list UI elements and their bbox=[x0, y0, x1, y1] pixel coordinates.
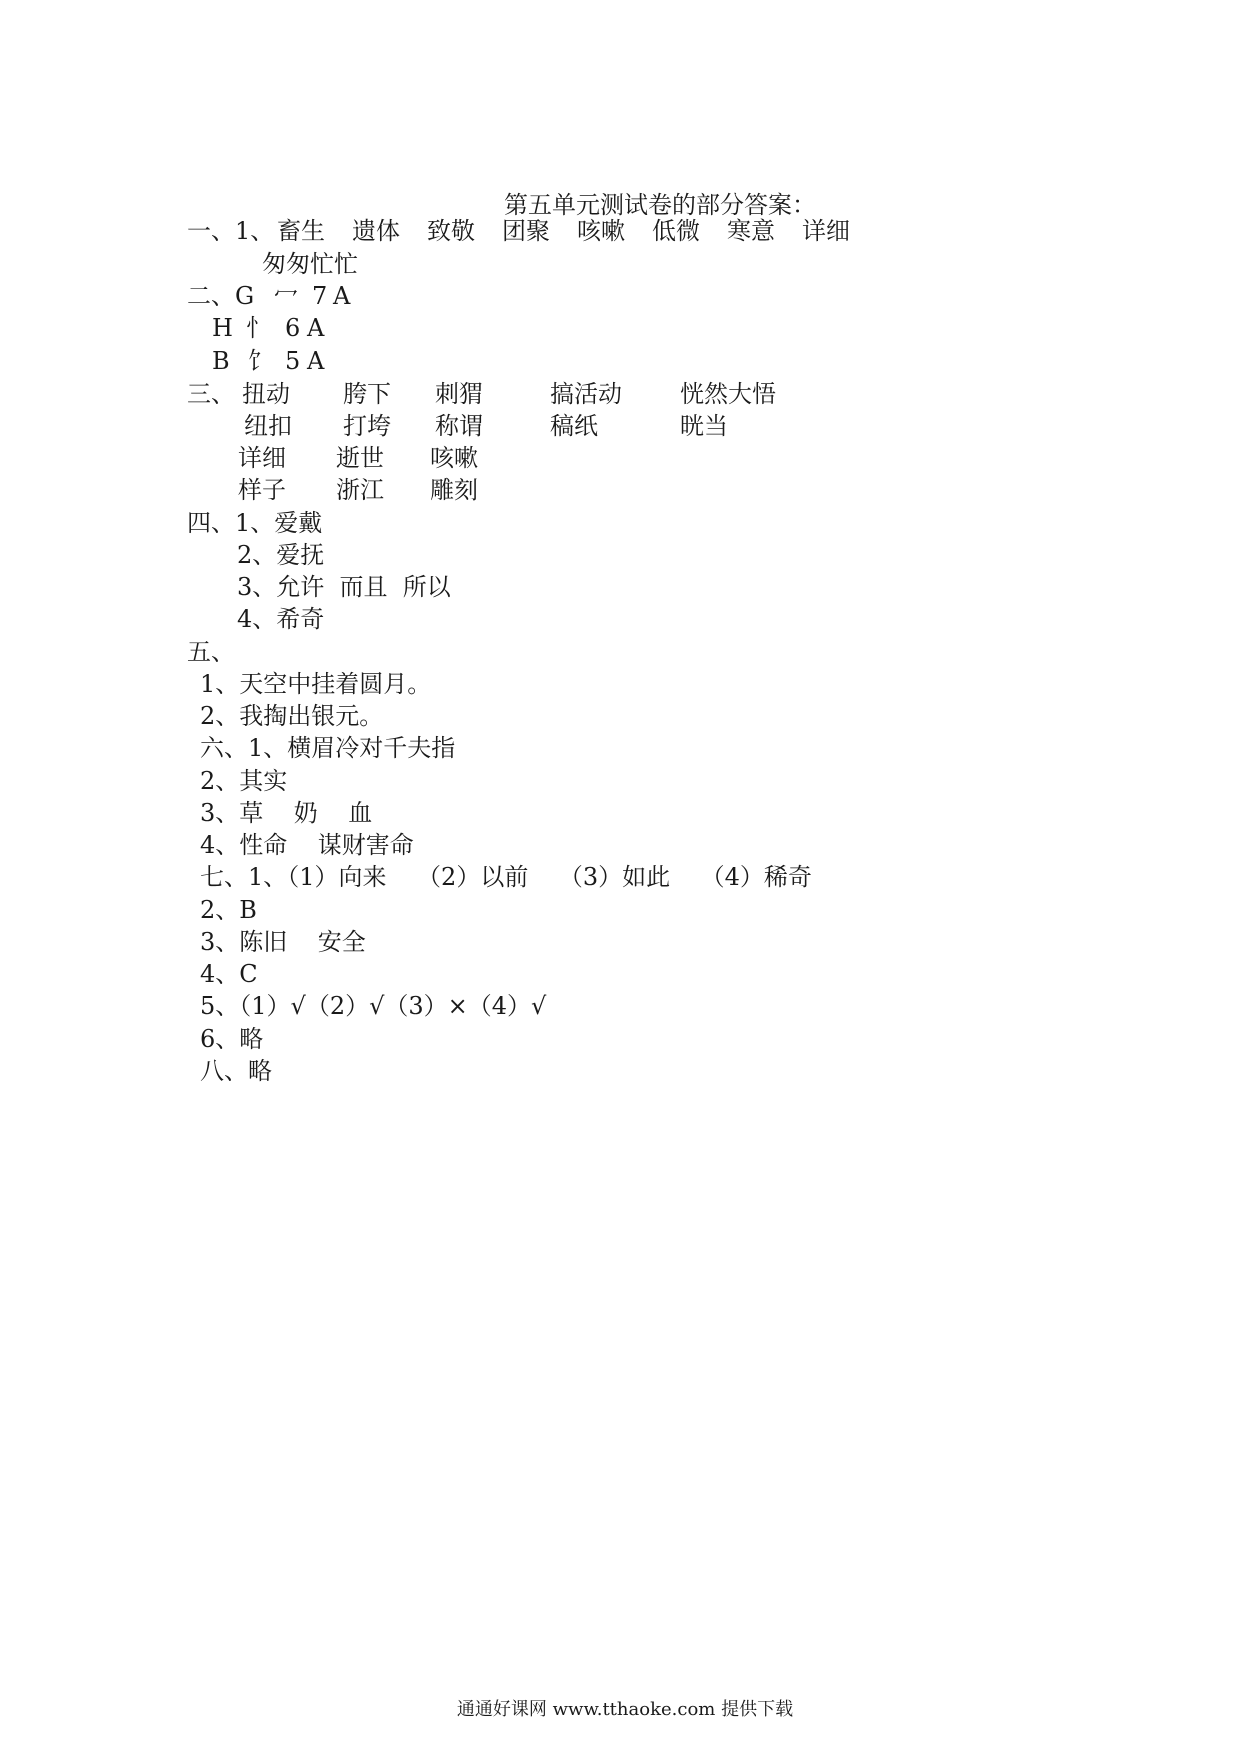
section-4-line: 3、允许 而且 所以 bbox=[237, 573, 451, 601]
radical: 忄 bbox=[246, 314, 270, 342]
section-5-line: 2、我掏出银元。 bbox=[200, 702, 384, 730]
answer-word: 浙江 bbox=[336, 476, 384, 504]
answer-word: 称谓 bbox=[435, 412, 483, 440]
section-4-line: 四、1、爱戴 bbox=[187, 509, 323, 537]
section-1-continuation: 匆匆忙忙 bbox=[262, 250, 358, 278]
section-7-line: 2、B bbox=[200, 896, 257, 924]
section-8-line: 八、略 bbox=[200, 1057, 272, 1085]
stroke-count: 7 bbox=[312, 282, 328, 310]
section-6-line: 4、性命 谋财害命 bbox=[200, 831, 414, 859]
section-6-line: 3、草 奶 血 bbox=[200, 799, 373, 827]
answer-word: 晄当 bbox=[680, 412, 728, 440]
section-5-line: 1、天空中挂着圆月。 bbox=[200, 670, 432, 698]
answer-word: 恍然大悟 bbox=[680, 380, 776, 408]
answer-word: 详细 bbox=[802, 217, 850, 245]
answer-word: 咳嗽 bbox=[577, 217, 625, 245]
answer-word: 搞活动 bbox=[550, 380, 622, 408]
section-6-line: 2、其实 bbox=[200, 767, 288, 795]
radical: 饣 bbox=[248, 347, 272, 375]
answer-choice: A bbox=[307, 347, 325, 375]
answer-word: 低微 bbox=[652, 217, 700, 245]
answer-word: 胯下 bbox=[343, 380, 391, 408]
section-3-label: 三、 bbox=[187, 380, 235, 408]
section-2-letter: 二、G bbox=[187, 282, 255, 310]
section-1-prefix: 一、1、 bbox=[187, 217, 275, 245]
answer-word: 纽扣 bbox=[244, 412, 292, 440]
answer-word: 稿纸 bbox=[550, 412, 598, 440]
section-7-line: 七、1、（1）向来 （2）以前 （3）如此 （4）稀奇 bbox=[200, 863, 812, 891]
answer-word: 雕刻 bbox=[430, 476, 478, 504]
answer-word: 咳嗽 bbox=[430, 444, 478, 472]
section-4-line: 4、希奇 bbox=[237, 605, 325, 633]
stroke-count: 6 bbox=[285, 314, 301, 342]
section-7-line: 6、略 bbox=[200, 1025, 264, 1053]
section-2-letter: H bbox=[212, 314, 233, 342]
answer-word: 刺猬 bbox=[435, 380, 483, 408]
section-7-line: 5、（1）√（2）√（3）×（4）√ bbox=[200, 992, 547, 1020]
section-7-line: 4、C bbox=[200, 960, 258, 988]
section-7-line: 3、陈旧 安全 bbox=[200, 928, 366, 956]
answer-word: 遗体 bbox=[352, 217, 400, 245]
answer-choice: A bbox=[307, 314, 325, 342]
answer-word: 打垮 bbox=[343, 412, 391, 440]
answer-choice: A bbox=[333, 282, 351, 310]
section-2-letter: B bbox=[212, 347, 230, 375]
answer-word: 团聚 bbox=[502, 217, 550, 245]
radical: 冖 bbox=[274, 282, 298, 310]
answer-word: 扭动 bbox=[242, 380, 290, 408]
answer-word: 详细 bbox=[238, 444, 286, 472]
footer-credit: 通通好课网 www.tthaoke.com 提供下载 bbox=[456, 1699, 794, 1720]
section-6-line: 六、1、横眉冷对千夫指 bbox=[200, 734, 456, 762]
stroke-count: 5 bbox=[285, 347, 301, 375]
answer-word: 致敬 bbox=[427, 217, 475, 245]
answer-word: 逝世 bbox=[336, 444, 384, 472]
answer-word: 样子 bbox=[238, 476, 286, 504]
section-4-line: 2、爱抚 bbox=[237, 541, 325, 569]
page-title: 第五单元测试卷的部分答案： bbox=[504, 191, 816, 219]
answer-word: 寒意 bbox=[727, 217, 775, 245]
section-5-label: 五、 bbox=[187, 638, 235, 666]
answer-word: 畜生 bbox=[277, 217, 325, 245]
